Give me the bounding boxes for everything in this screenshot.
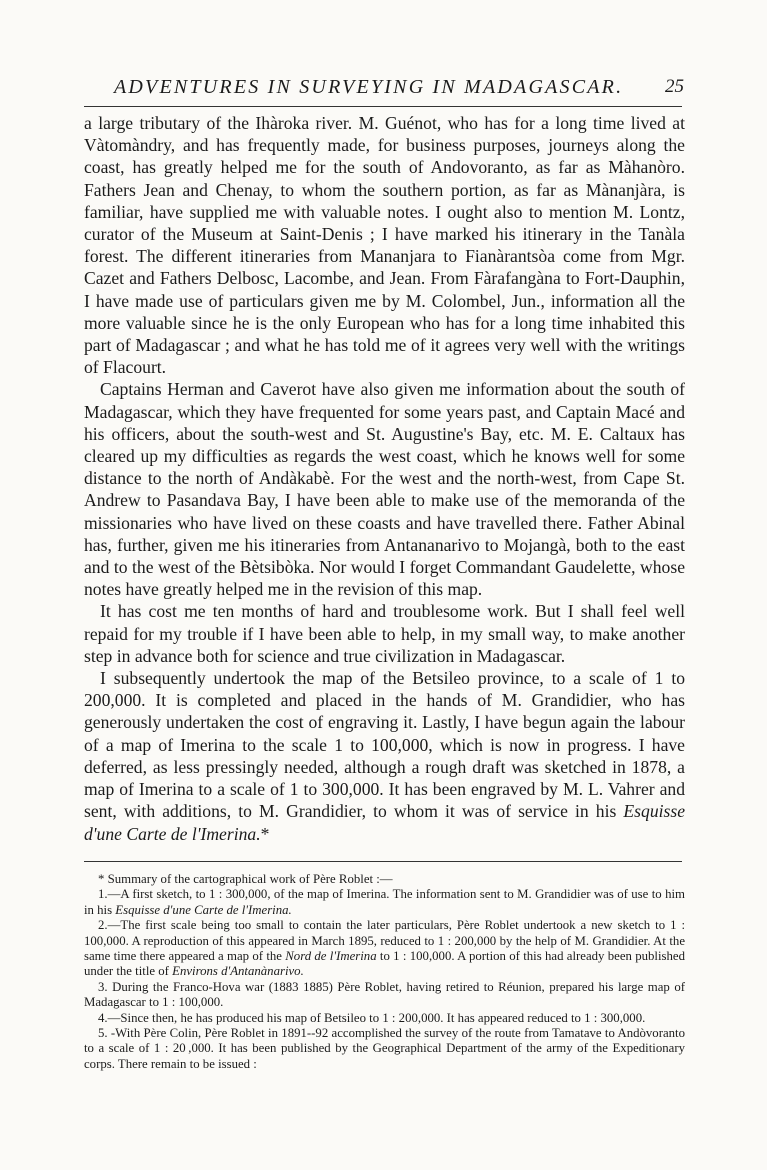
footnote-title: Esquisse d'une Carte de l'Imerina. <box>115 902 292 917</box>
footnotes <box>84 872 685 1072</box>
footnote-item <box>84 918 685 980</box>
footnote-text: 1.—A first sketch, to 1 : 300,000, of the map of Imerina. The information sent to M. Grandidier was of use to him in his <box>84 887 685 917</box>
footnote-text: 2.—The first scale being too small to contain the later particulars, Père Roblet undertook a new sketch to 1 : 100,000. A reproduction of this appeared in March 1895, reduced to 1 : 200,000 by the help of M. Grandidier. At the same time there appeared a map of the <box>84 918 685 964</box>
paragraph-text: I subsequently undertook the map of the Betsileo province, to a scale of 1 to 200,000. It is completed and placed in the hands of M. Grandidier, who has generously undertaken the cost of engraving it. Lastly, I have begun again the labour of a map of Imerina to the scale 1 to 100,000, which is now in progress. I have deferred, as less pressingly needed, although a rough draft was sketched in 1878, a map of Imerina to a scale of 1 to 300,000. It has been engraved by M. L. Vahrer and sent, with additions, to M. Grandidier, to whom it was of service in his <box>84 668 685 822</box>
page-number: 25 <box>665 76 684 97</box>
footnote-item: 5. -With Père Colin, Père Roblet in 1891--92 accomplished the survey of the route from Tamatave to Andòvoranto to a scale of 1 : 20 ,000. It has been published by the Geographical Department of the army of the Expeditionary corps. There remain to be issued : <box>84 1026 685 1071</box>
paragraph: a large tributary of the Ihàroka river. M. Guénot, who has for a long time lived at Vàtomàndry, and has frequently made, for business purposes, journeys along the coast, has greatly helped me for the south of Andovoranto, as far as Màhanòro. Fathers Jean and Chenay, to whom the southern portion, as far as Mànanjàra, is familiar, have supplied me with valuable notes. I ought also to mention M. Lontz, curator of the Museum at Saint-Denis ; I have marked his itinerary in the Tanàla forest. The different itineraries from Mananjara to Fianàrantsòa come from Mgr. Cazet and Fathers Delbosc, Lacombe, and Jean. From Fàrafangàna to Fort-Dauphin, I have made use of particulars given me by M. Colombel, Jun., information all the more valuable since he is the only European who has for a long time inhabited this part of Madagascar ; and what he has told me of it agrees very well with the writings of Flacourt. <box>84 113 685 378</box>
footnote-text: to 1 : 100,000. A portion of this had already been published under the title of <box>84 949 685 979</box>
running-title: ADVENTURES IN SURVEYING IN MADAGASCAR. <box>114 76 624 98</box>
footnote-intro: * Summary of the cartographical work of Père Roblet :— <box>98 872 393 886</box>
footnote-item: 3. During the Franco-Hova war (1883 1885) Père Roblet, having retired to Réunion, prepared his large map of Madagascar to 1 : 100,000. <box>84 979 685 1010</box>
footnote-item: 4.—Since then, he has produced his map of Betsileo to 1 : 200,000. It has appeared reduced to 1 : 300,000. <box>98 1010 646 1025</box>
footnote-rule <box>84 861 682 862</box>
paragraph: It has cost me ten months of hard and troublesome work. But I shall feel well repaid for my trouble if I have been able to help, in my small way, to make another step in advance both for science and true civilization in Madagascar. <box>84 601 685 666</box>
footnote-marker: * <box>260 823 270 844</box>
header-rule <box>84 106 682 107</box>
footnote-title: Nord de l'Imerina <box>285 949 377 964</box>
paragraph: Captains Herman and Caverot have also given me information about the south of Madagascar, which they have frequented for some years past, and Captain Macé and his officers, about the south-west and St. Augustine's Bay, etc. M. E. Caltaux has cleared up my difficulties as regards the west coast, which he knows well for some distance to the north of Andàkabè. For the west and the north-west, from Cape St. Andrew to Pasandava Bay, I have been able to make use of the memoranda of the missionaries who have lived on these coasts and have travelled there. Father Abinal has, further, given me his itineraries from Antananarivo to Mojangà, both to the east and to the west of the Bètsibòka. Nor would I forget Commandant Gaudelette, whose notes have greatly helped me in the revision of this map. <box>84 379 685 600</box>
footnote-title: Environs d'Antanànarivo. <box>172 964 304 979</box>
work-title: Esquisse d'une Carte de l'Imerina. <box>84 801 685 844</box>
footnote-item <box>84 887 685 918</box>
running-header <box>84 72 684 102</box>
main-text <box>84 112 685 845</box>
paragraph <box>84 667 685 845</box>
